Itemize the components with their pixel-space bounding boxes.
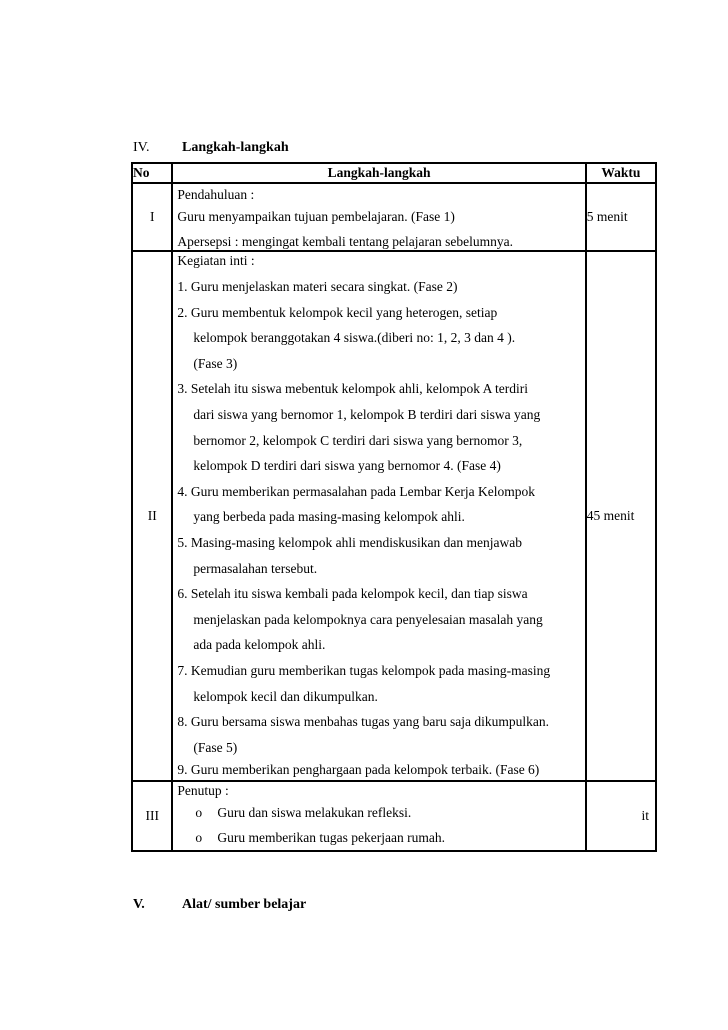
header-steps: Langkah-langkah — [172, 163, 585, 183]
step-line: Guru menyampaikan tujuan pembelajaran. (Fase 1) — [177, 209, 455, 224]
row-time: 5 menit — [586, 183, 656, 251]
table-row — [132, 251, 656, 781]
row-number: I — [132, 183, 172, 251]
step-line: 3. Setelah itu siswa mebentuk kelompok ahli, kelompok A terdiri — [177, 381, 528, 397]
table-row — [132, 781, 656, 851]
section-title: Alat/ sumber belajar — [182, 897, 307, 912]
step-line: (Fase 3) — [193, 355, 238, 371]
step-line: 6. Setelah itu siswa kembali pada kelompok kecil, dan tiap siswa — [177, 586, 528, 602]
row-steps — [172, 781, 585, 851]
row-number: II — [132, 251, 172, 781]
step-line: kelompok beranggotakan 4 siswa.(diberi no: 1, 2, 3 dan 4 ). — [193, 330, 516, 346]
row-time: it — [586, 781, 656, 851]
header-time: Waktu — [586, 163, 656, 183]
header-no: No — [132, 163, 172, 183]
bullet-icon: o — [195, 805, 203, 821]
list-item-text: Guru dan siswa melakukan refleksi. — [217, 805, 412, 821]
step-line: 2. Guru membentuk kelompok kecil yang heterogen, setiap — [177, 304, 498, 320]
step-line: 1. Guru menjelaskan materi secara singkat. (Fase 2) — [177, 279, 458, 294]
row-steps — [172, 251, 585, 781]
steps-table — [131, 162, 657, 852]
table-row — [132, 183, 656, 251]
step-line: ada pada kelompok ahli. — [193, 637, 326, 653]
section-number: IV. — [133, 140, 150, 155]
list-item — [173, 800, 584, 825]
step-line: Apersepsi : mengingat kembali tentang pelajaran sebelumnya. — [177, 234, 513, 249]
table-header-row — [132, 163, 656, 183]
step-line: 8. Guru bersama siswa menbahas tugas yang baru saja dikumpulkan. — [177, 714, 549, 730]
step-line: (Fase 5) — [193, 739, 238, 755]
step-line: Penutup : — [177, 783, 229, 799]
step-line: Pendahuluan : — [177, 187, 255, 202]
row-time: 45 menit — [586, 251, 656, 781]
step-line: 7. Kemudian guru memberikan tugas kelompok pada masing-masing — [177, 662, 551, 678]
step-line: 4. Guru memberikan permasalahan pada Lembar Kerja Kelompok — [177, 483, 536, 499]
step-line: kelompok D terdiri dari siswa yang bernomor 4. (Fase 4) — [193, 458, 501, 474]
step-line: dari siswa yang bernomor 1, kelompok B terdiri dari siswa yang — [193, 406, 541, 422]
step-line: menjelaskan pada kelompoknya cara penyelesaian masalah yang — [193, 611, 543, 627]
row-steps — [172, 183, 585, 251]
step-line: bernomor 2, kelompok C terdiri dari siswa yang bernomor 3, — [193, 432, 523, 448]
step-line: kelompok kecil dan dikumpulkan. — [193, 688, 378, 704]
step-line: 5. Masing-masing kelompok ahli mendiskusikan dan menjawab — [177, 534, 522, 550]
section-number: V. — [133, 897, 145, 912]
row-number: III — [132, 781, 172, 851]
bullet-icon: o — [195, 830, 203, 846]
list-item — [173, 825, 584, 850]
list-item-text: Guru memberikan tugas pekerjaan rumah. — [217, 830, 445, 846]
step-line: 9. Guru memberikan penghargaan pada kelompok terbaik. (Fase 6) — [177, 762, 540, 778]
step-line: permasalahan tersebut. — [193, 560, 318, 576]
step-line: yang berbeda pada masing-masing kelompok ahli. — [193, 509, 465, 525]
step-line: Kegiatan inti : — [177, 253, 255, 268]
section-title: Langkah-langkah — [182, 140, 289, 155]
